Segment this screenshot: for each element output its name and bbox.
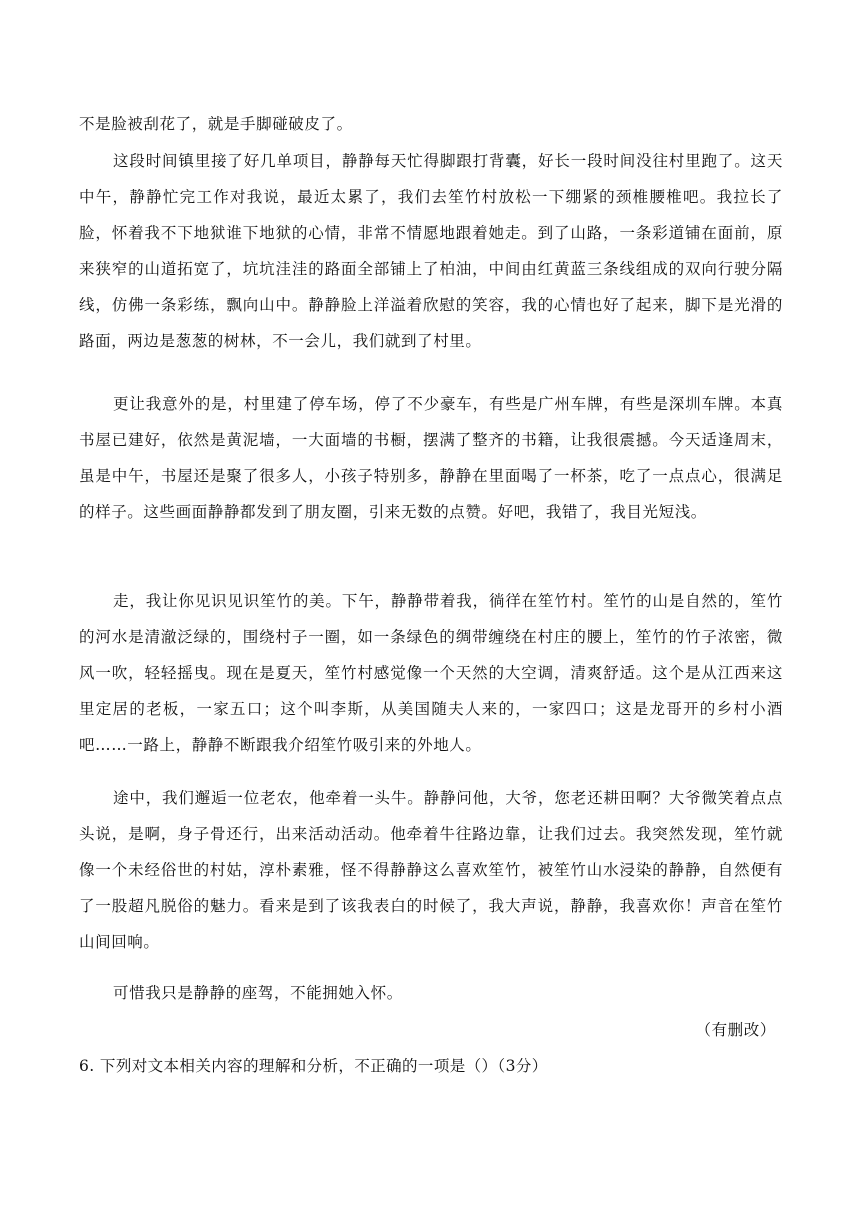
paragraph-continuation: 不是脸被刮花了，就是手脚碰破皮了。: [79, 115, 353, 133]
paragraph-old-farmer: 途中，我们邂逅一位老农，他牵着一头牛。静静问他，大爷，您老还耕田啊？大爷微笑着点点头说，是啊，身子骨还行，出来活动活动。他牵着牛往路边靠，让我们过去。我突然发现，笙竹就像一个未经俗世的村姑，淳朴素雅，怪不得静静这么喜欢笙竹，被笙竹山水浸染的静静，自然便有了一股超凡脱俗的魅力。看来是到了该我表白的时候了，我大声说，静静，我喜欢你！声音在笙竹山间回响。: [79, 789, 783, 951]
paragraph-ending: 可惜我只是静静的座驾，不能拥她入怀。: [113, 984, 403, 1002]
paragraph-parking-bookhouse: 更让我意外的是，村里建了停车场，停了不少豪车，有些是广州车牌，有些是深圳车牌。本真书屋已建好，依然是黄泥墙，一大面墙的书橱，摆满了整齐的书籍，让我很震撼。今天适逢周末，虽是中午，书屋还是聚了很多人，小孩子特别多，静静在里面喝了一杯茶，吃了一点点心，很满足的样子。这些画面静静都发到了朋友圈，引来无数的点赞。好吧，我错了，我目光短浅。: [79, 395, 783, 521]
question-6: 6. 下列对文本相关内容的理解和分析，不正确的一项是（）（3分）: [79, 1057, 548, 1075]
paragraph-village-beauty: 走，我让你见识见识笙竹的美。下午，静静带着我，徜徉在笙竹村。笙竹的山是自然的，笙竹的河水是清澈泛绿的，围绕村子一圈，如一条绿色的绸带缠绕在村庄的腰上，笙竹的竹子浓密，微风一吹，轻轻摇曳。现在是夏天，笙竹村感觉像一个天然的大空调，清爽舒适。这个是从江西来这里定居的老板，一家五口；这个叫李斯，从美国随夫人来的，一家四口；这是龙哥开的乡村小酒吧……一路上，静静不断跟我介绍笙竹吸引来的外地人。: [79, 592, 783, 754]
source-note: （有删改）: [695, 1021, 776, 1039]
paragraph-village-trip: 这段时间镇里接了好几单项目，静静每天忙得脚跟打背囊，好长一段时间没往村里跑了。这天中午，静静忙完工作对我说，最近太累了，我们去笙竹村放松一下绷紧的颈椎腰椎吧。我拉长了脸，怀着我不下地狱谁下地狱的心情，非常不情愿地跟着她走。到了山路，一条彩道铺在面前，原来狭窄的山道拓宽了，坑坑洼洼的路面全部铺上了柏油，中间由红黄蓝三条线组成的双向行驶分隔线，仿佛一条彩练，飘向山中。静静脸上洋溢着欣慰的笑容，我的心情也好了起来，脚下是光滑的路面，两边是葱葱的树林，不一会儿，我们就到了村里。: [79, 152, 783, 350]
